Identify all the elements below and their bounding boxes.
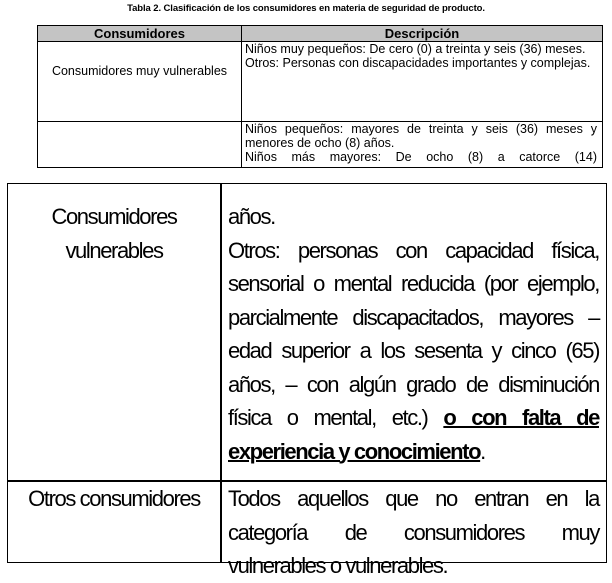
desc-emphasis-falta-experiencia: o con falta de experiencia y conocimiento [228, 405, 599, 464]
description-vulnerables [228, 200, 599, 468]
desc-otros-discapacidades: Otros: Personas con discapacidades importantes y complejas. [245, 56, 591, 70]
description-muy-vulnerables [245, 42, 597, 70]
top-table-header [38, 26, 602, 42]
header-descripcion: Descripción [384, 26, 460, 41]
desc-otros-capacidad-reducida [228, 234, 599, 469]
description-vulnerables-top [245, 122, 597, 164]
category-muy-vulnerables: Consumidores muy vulnerables [51, 64, 228, 78]
top-table [37, 25, 603, 168]
table-caption: Tabla 2. Clasificación de los consumidores en materia de seguridad de producto. [127, 3, 485, 14]
desc-ninos-mas-mayores: Niños más mayores: De ocho (8) a catorce (14) [245, 150, 597, 164]
desc-ninos-muy-pequenos: Niños muy pequeños: De cero (0) a treinta y seis (36) meses. [245, 42, 586, 56]
description-otros-consumidores [228, 482, 599, 583]
desc-otros-text: Otros: personas con capacidad física, sensorial o mental reducida (por ejemplo, parcialmente discapacitados, mayores – edad superior a los sesenta y cinco (65) años, – con algún grado de disminución física o mental, etc.) [228, 237, 599, 430]
top-table-column-divider [241, 26, 242, 167]
header-consumidores: Consumidores [93, 26, 185, 41]
desc-anos: años. [228, 204, 275, 229]
category-otros-consumidores: Otros consumidores [28, 486, 200, 511]
desc-period: . [480, 438, 485, 464]
bottom-table [7, 183, 607, 578]
desc-todos-aquellos: Todos aquellos que no entran en la categoría de consumidores muy vulnerables o vulnerables. [228, 486, 599, 578]
desc-ninos-pequenos: Niños pequeños: mayores de treinta y seis (36) meses y menores de ocho (8) años. [245, 122, 597, 150]
category-vulnerables: Consumidores vulnerables [51, 204, 177, 263]
bottom-table-column-divider [220, 184, 222, 562]
